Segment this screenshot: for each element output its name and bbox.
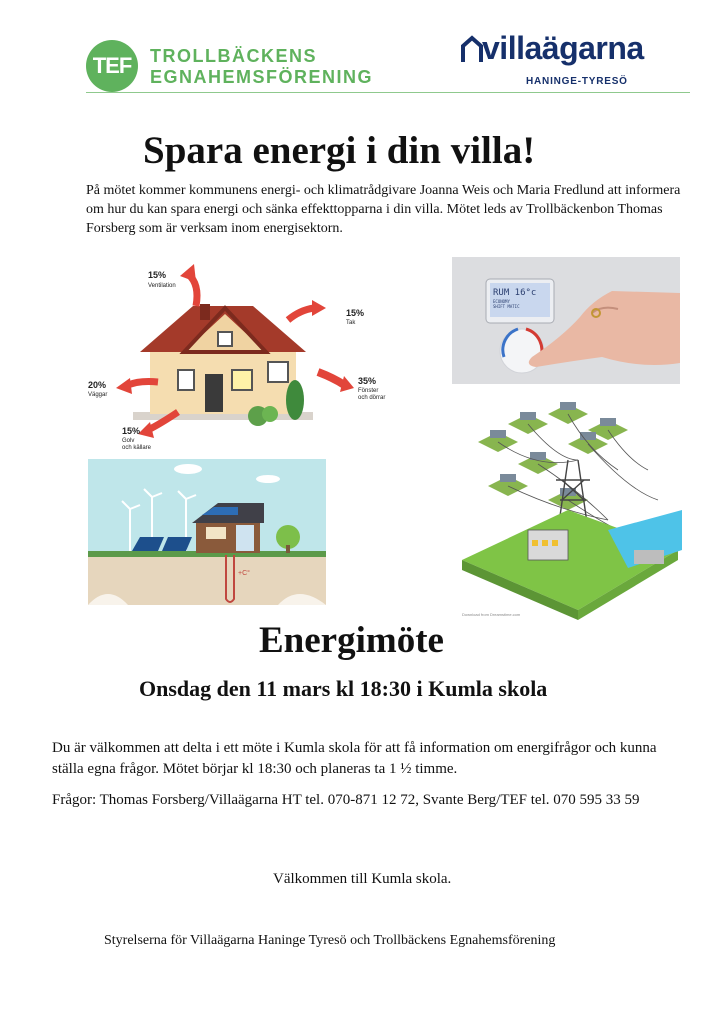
- tef-logo: [86, 36, 386, 96]
- intro-paragraph: På mötet kommer kommunens energi- och klimatrådgivare Joanna Weis och Maria Fredlund att informera om hur du kan spara energi och sänka effekttopparna i din villa. Mötet leds av Trollbäckenbon Thomas Forsberg som är verksam inom energisektorn.: [86, 183, 681, 236]
- invitation-paragraph: Du är välkommen att delta i ett möte i Kumla skola för att få information om energifrågor och kunna ställa egna frågor. Mötet börjar kl 18:30 och planeras ta 1 ½ timme.: [52, 740, 657, 777]
- roof-percent: 15%: [346, 308, 365, 318]
- windows-percent: 35%: [358, 376, 377, 386]
- house-heat-loss-illustration: [88, 262, 388, 452]
- villaagarna-logo: [460, 30, 680, 94]
- thermostat-temp: RUM 16°c: [493, 288, 537, 298]
- windows-label-2: och dörrar: [358, 395, 386, 401]
- thermostat-mode-1: ECONOMY: [493, 299, 510, 304]
- tef-name-line1: TROLLBÄCKENS: [150, 46, 317, 66]
- thermostat-mode-2: SHIFT MATIC: [493, 304, 520, 309]
- solar-geothermal-illustration: [88, 459, 326, 605]
- ventilation-percent: 15%: [148, 270, 167, 280]
- contact-paragraph: Frågor: Thomas Forsberg/Villaägarna HT tel. 070-871 12 72, Svante Berg/TEF tel. 070 595 33 59: [52, 792, 640, 808]
- tef-name-line2: EGNAHEMSFÖRENING: [150, 67, 374, 87]
- ventilation-label: Ventilation: [148, 283, 176, 289]
- house-outline-icon: [460, 34, 484, 64]
- event-title: Energimöte: [259, 620, 444, 661]
- page-title: Spara energi i din villa!: [143, 129, 536, 172]
- power-grid-illustration: [458, 400, 682, 620]
- header-divider: [86, 92, 690, 93]
- welcome-line: Välkommen till Kumla skola.: [273, 871, 452, 887]
- event-date: Onsdag den 11 mars kl 18:30 i Kumla skola: [139, 676, 548, 701]
- signature: Styrelserna för Villaägarna Haninge Tyresö och Trollbäckens Egnahemsförening: [104, 933, 556, 948]
- thermostat-photo: [452, 257, 680, 384]
- floor-percent: 15%: [122, 426, 141, 436]
- villaagarna-region: HANINGE-TYRESÖ: [526, 76, 628, 87]
- floor-label-2: och källare: [122, 445, 152, 451]
- roof-label: Tak: [346, 320, 356, 326]
- stock-watermark: Download from Dreamstime.com: [462, 612, 521, 617]
- windows-label-1: Fönster: [358, 388, 379, 394]
- walls-label: Väggar: [88, 392, 108, 398]
- walls-percent: 20%: [88, 380, 107, 390]
- tef-logo-mark: TEF: [86, 40, 138, 92]
- tef-logo-name: [150, 46, 373, 88]
- geothermal-label: +C°: [238, 570, 250, 577]
- villaagarna-wordmark: villaägarna: [482, 30, 644, 66]
- floor-label-1: Golv: [122, 438, 135, 444]
